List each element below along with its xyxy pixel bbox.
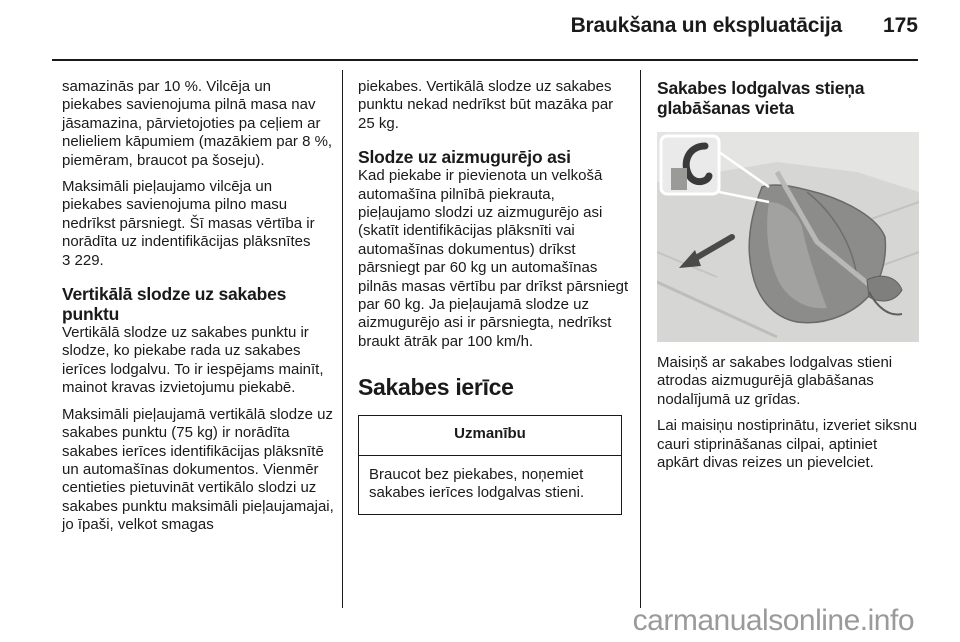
caution-text: Braucot bez piekabes, noņemiet sakabes ierīces lodgalvas stieni. xyxy=(369,465,585,502)
paragraph: Lai maisiņu nostiprinātu, izveriet siksnu cauri stiprināšanas cilpai, aptiniet apkārt divas reizes un pievelciet. xyxy=(657,417,918,472)
chapter-heading: Sakabes ierīce xyxy=(358,374,514,401)
page-header xyxy=(0,0,960,62)
column-1 xyxy=(62,78,334,543)
page-reference-link[interactable]: 3 229. xyxy=(62,251,104,269)
paragraph xyxy=(62,178,334,270)
section-heading: Slodze uz aizmugurējo asi xyxy=(358,147,571,168)
caution-title: Uzmanību xyxy=(359,416,621,455)
column-divider-2 xyxy=(640,70,641,608)
paragraph: Maisiņš ar sakabes lodgalvas stieni atrodas aizmugurējā glabāšanas nodalījumā uz grīdas. xyxy=(657,354,893,408)
column-3 xyxy=(657,78,919,480)
column-divider-1 xyxy=(342,70,343,608)
watermark: carmanualsonline.info xyxy=(632,604,914,637)
caution-box xyxy=(358,415,622,514)
storage-bag-drawing xyxy=(657,132,919,342)
column-2 xyxy=(358,78,630,515)
paragraph: Maksimāli pieļaujamā vertikālā slodze uz sakabes punktu (75 kg) ir norādīta sakabes ierīces identifikācijas plāksnītē un automašīnas dokumentos. Vienmēr centieties pietuvināt vertikālo slodzi uz sakabes punktu maksimāli pieļaujamajai, jo īpaši, velkot smagas xyxy=(62,405,334,534)
header-title: Braukšana un ekspluatācija xyxy=(570,14,842,37)
header-divider xyxy=(52,59,918,61)
storage-bag-illustration xyxy=(657,132,919,342)
section-heading: Sakabes lodgalvas stieņa glabāšanas vieta xyxy=(657,78,865,118)
page-number: 175 xyxy=(882,14,918,37)
paragraph: Kad piekabe ir pievienota un velkošā automašīna pilnībā piekrauta, pieļaujamo slodzi uz aizmugurējo asi (skatīt identifikācijas plāksnīti vai automašīnas dokumentus) drīkst pārsniegt par 60 kg un automašīnas pilnās masas vērtību par drīkst pārsniegt par 60 kg. Ja pieļaujamā slodze uz aizmugurējo asi ir pārsniegta, nedrīkst braukt ātrāk par 100 km/h. xyxy=(358,167,629,350)
paragraph: samazinās par 10 %. Vilcēja un piekabes savienojuma pilnā masa nav jāsamazina, pārvietojoties pa ceļiem ar nelieliem kāpumiem (mazākiem par 8 %, piemēram, braucot pa šoseju). xyxy=(62,78,333,169)
paragraph: piekabes. Vertikālā slodze uz sakabes punktu nekad nedrīkst būt mazāka par 25 kg. xyxy=(358,78,614,132)
paragraph: Vertikālā slodze uz sakabes punktu ir slodze, ko piekabe rada uz sakabes ierīces lodgalvu. To ir iespējams mainīt, mainot kravas izvietojumu piekabē. xyxy=(62,324,324,397)
paragraph-text: Maksimāli pieļaujamo vilcēja un piekabes savienojuma pilno masu nedrīkst pārsniegt. Šī masas vērtība ir norādīta uz indentifikācijas plāksnītes xyxy=(62,178,315,251)
section-heading: Vertikālā slodze uz sakabes punktu xyxy=(62,284,287,325)
